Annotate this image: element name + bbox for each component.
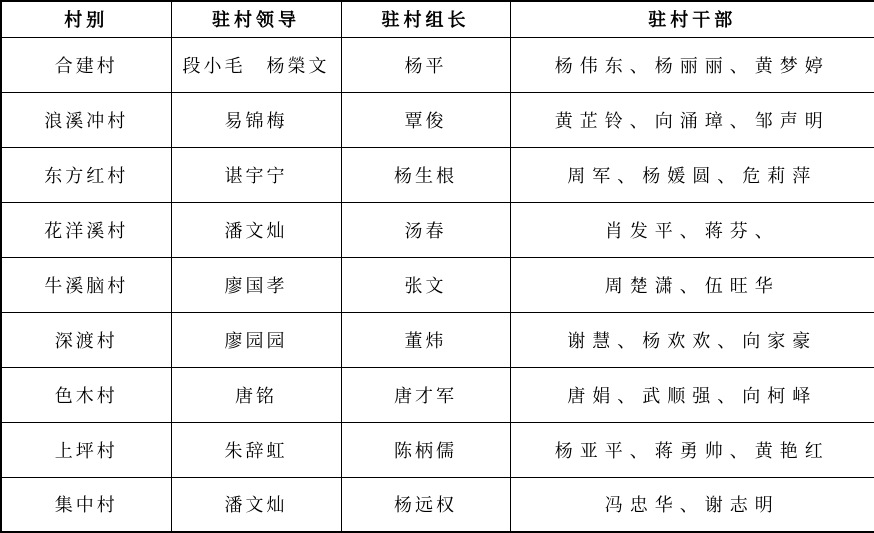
cell-group-leader: 覃俊 <box>341 92 510 147</box>
cell-leader: 易锦梅 <box>171 92 341 147</box>
cell-group-leader: 杨平 <box>341 37 510 92</box>
table-row <box>1 202 874 257</box>
cell-cadres: 周军、杨媛圆、危莉萍 <box>510 147 874 202</box>
cell-leader: 潘文灿 <box>171 477 341 532</box>
cell-leader: 廖园园 <box>171 312 341 367</box>
cell-cadres: 谢慧、杨欢欢、向家豪 <box>510 312 874 367</box>
cell-leader: 唐铭 <box>171 367 341 422</box>
cell-village: 东方红村 <box>1 147 171 202</box>
cell-cadres: 肖发平、蒋芬、 <box>510 202 874 257</box>
table-row <box>1 422 874 477</box>
cell-village: 合建村 <box>1 37 171 92</box>
col-header-village: 村别 <box>1 1 171 37</box>
cell-village: 上坪村 <box>1 422 171 477</box>
cell-leader: 廖国孝 <box>171 257 341 312</box>
table-row <box>1 37 874 92</box>
table-row <box>1 367 874 422</box>
cell-village: 深渡村 <box>1 312 171 367</box>
col-header-cadres: 驻村干部 <box>510 1 874 37</box>
cell-cadres: 杨亚平、蒋勇帅、黄艳红 <box>510 422 874 477</box>
cell-leader: 潘文灿 <box>171 202 341 257</box>
header-row <box>1 1 874 37</box>
col-header-group-leader: 驻村组长 <box>341 1 510 37</box>
table-row <box>1 257 874 312</box>
cell-village: 色木村 <box>1 367 171 422</box>
cell-cadres: 杨伟东、杨丽丽、黄梦婷 <box>510 37 874 92</box>
table-row <box>1 92 874 147</box>
cell-village: 集中村 <box>1 477 171 532</box>
cell-group-leader: 唐才军 <box>341 367 510 422</box>
cell-leader: 谌宇宁 <box>171 147 341 202</box>
cell-group-leader: 董炜 <box>341 312 510 367</box>
cell-cadres: 唐娟、武顺强、向柯峄 <box>510 367 874 422</box>
cell-group-leader: 杨生根 <box>341 147 510 202</box>
cell-village: 牛溪脑村 <box>1 257 171 312</box>
cell-cadres: 冯忠华、谢志明 <box>510 477 874 532</box>
cell-leader: 朱辞虹 <box>171 422 341 477</box>
cell-village: 浪溪冲村 <box>1 92 171 147</box>
table-row <box>1 477 874 532</box>
cell-cadres: 黄芷铃、向涌璋、邹声明 <box>510 92 874 147</box>
cell-group-leader: 陈柄儒 <box>341 422 510 477</box>
table-row <box>1 312 874 367</box>
cell-group-leader: 张文 <box>341 257 510 312</box>
cell-village: 花洋溪村 <box>1 202 171 257</box>
cell-leader: 段小毛 杨榮文 <box>171 37 341 92</box>
table-row <box>1 147 874 202</box>
cell-cadres: 周楚潇、伍旺华 <box>510 257 874 312</box>
cell-group-leader: 杨远权 <box>341 477 510 532</box>
cell-group-leader: 汤春 <box>341 202 510 257</box>
col-header-leader: 驻村领导 <box>171 1 341 37</box>
